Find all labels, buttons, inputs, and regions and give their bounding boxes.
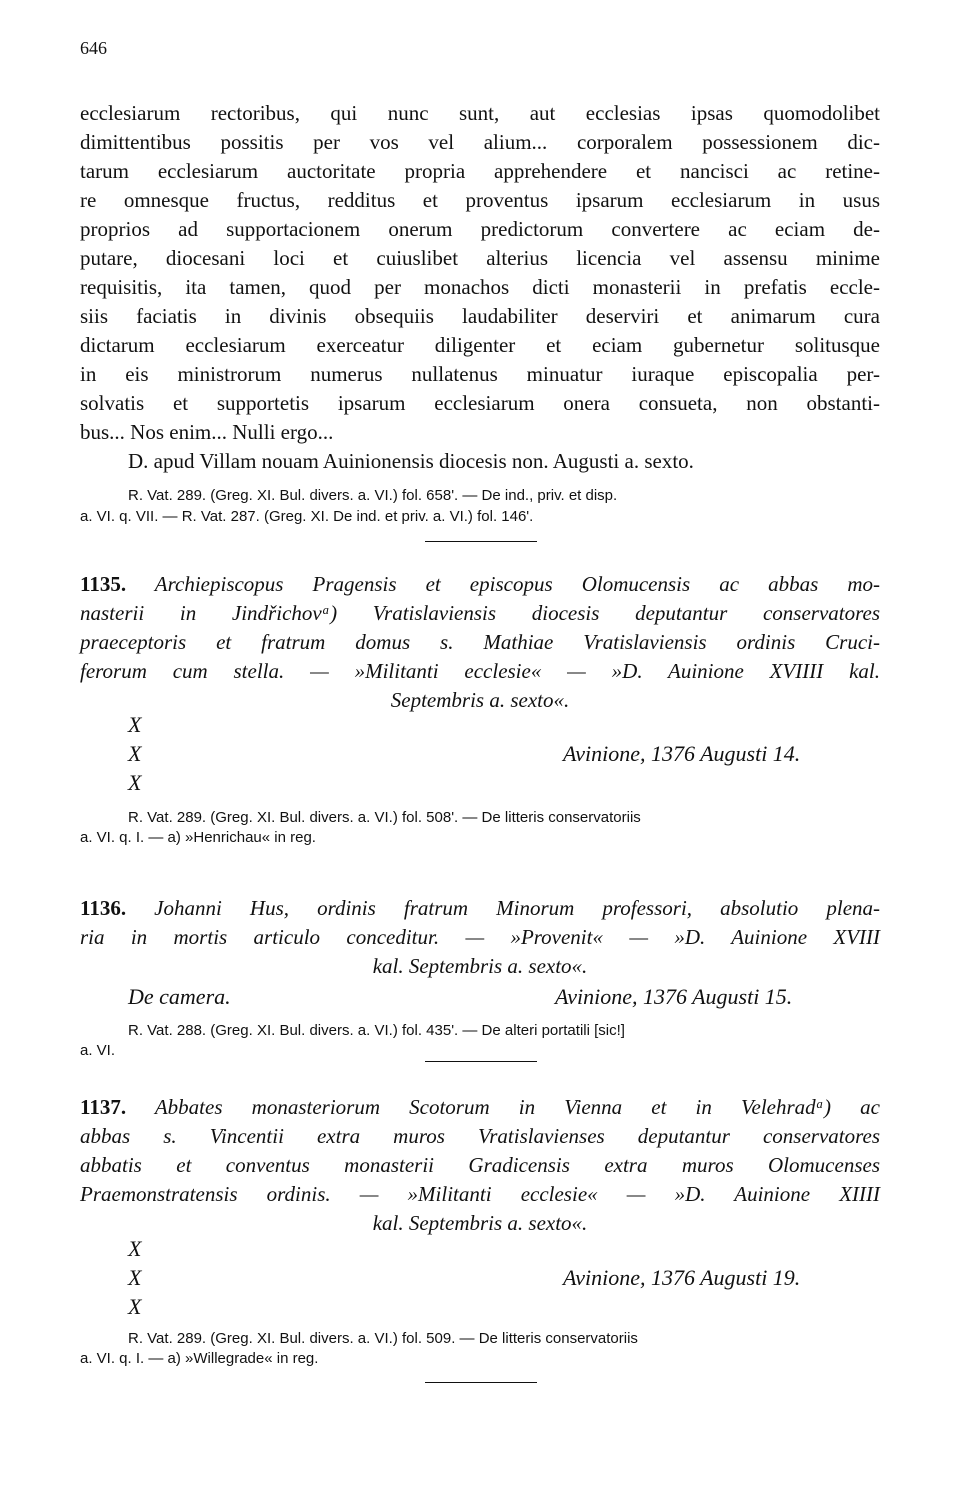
x-mark: X	[128, 770, 142, 795]
source-note: R. Vat. 289. (Greg. XI. Bul. divers. a. VI.) fol. 509. — De litteris conservatoriis	[128, 1330, 638, 1347]
text-line: siis faciatis in divinis obsequiis laudabiliter deserviri et animarum cura	[80, 304, 880, 328]
entry-text: Abbates monasteriorum Scotorum in Vienna et in Velehradᵃ) ac	[154, 1095, 880, 1119]
dating-line: D. apud Villam nouam Auinionensis diocesis non. Augusti a. sexto.	[128, 449, 694, 473]
entry-center-line: kal. Septembris a. sexto«.	[372, 954, 588, 978]
x-mark: X	[128, 1294, 142, 1319]
entry-text: Archiepiscopus Pragensis et episcopus Olomucensis ac abbas mo-	[154, 572, 881, 596]
page-number: 646	[80, 38, 107, 58]
entry-number: 1136.	[80, 896, 127, 920]
entry-line: Praemonstratensis ordinis. — »Militanti ecclesie« — »D. Auinione XIIII	[80, 1182, 880, 1206]
text-line: proprios ad supportacionem onerum predictorum convertere ac eciam de-	[80, 217, 880, 241]
source-note: R. Vat. 289. (Greg. XI. Bul. divers. a. VI.) fol. 658'. — De ind., priv. et disp.	[128, 487, 618, 504]
source-note: R. Vat. 288. (Greg. XI. Bul. divers. a. VI.) fol. 435'. — De alteri portatili [sic!]	[128, 1022, 625, 1039]
source-note: a. VI. q. VII. — R. Vat. 287. (Greg. XI. De ind. et priv. a. VI.) fol. 146'.	[80, 508, 534, 525]
text-line: putare, diocesani loci et cuiuslibet alterius licencia vel assensu minime	[80, 246, 880, 270]
text-line: bus... Nos enim... Nulli ergo...	[80, 420, 334, 444]
entry-line	[80, 894, 880, 922]
x-mark: X	[128, 741, 142, 766]
text-line: ecclesiarum rectoribus, qui nunc sunt, aut ecclesias ipsas quomodolibet	[80, 101, 880, 125]
separator-rule	[425, 1382, 537, 1383]
separator-rule	[425, 1061, 537, 1062]
x-mark: X	[128, 1236, 142, 1261]
entry-center-line: kal. Septembris a. sexto«.	[372, 1211, 588, 1235]
entry-line: ria in mortis articulo conceditur. — »Provenit« — »D. Auinione XVIII	[80, 925, 880, 949]
entry-center-line: Septembris a. sexto«.	[390, 688, 570, 712]
place-date: Avinione, 1376 Augusti 14.	[563, 741, 801, 766]
entry-number: 1137.	[80, 1095, 127, 1119]
separator-rule	[425, 541, 537, 542]
source-note: a. VI.	[80, 1042, 116, 1059]
x-mark: X	[128, 1265, 142, 1290]
camera-note: De camera.	[128, 984, 231, 1009]
entry-line	[80, 570, 880, 598]
source-note: R. Vat. 289. (Greg. XI. Bul. divers. a. VI.) fol. 508'. — De litteris conservatoriis	[128, 809, 641, 826]
place-date: Avinione, 1376 Augusti 19.	[563, 1265, 801, 1290]
text-line: re omnesque fructus, redditus et proventus ipsarum ecclesiarum in usus	[80, 188, 880, 212]
entry-line: ferorum cum stella. — »Militanti ecclesie« — »D. Auinione XVIIII kal.	[80, 659, 880, 683]
text-line: tarum ecclesiarum auctoritate propria apprehendere et nancisci ac retine-	[80, 159, 880, 183]
entry-line: praeceptoris et fratrum domus s. Mathiae Vratislaviensis ordinis Cruci-	[80, 630, 880, 654]
text-line: dictarum ecclesiarum exerceatur diligenter et eciam gubernetur solitusque	[80, 333, 880, 357]
text-line: requisitis, ita tamen, quod per monachos dicti monasterii in prefatis eccle-	[80, 275, 880, 299]
source-note: a. VI. q. I. — a) »Willegrade« in reg.	[80, 1350, 319, 1367]
entry-number: 1135.	[80, 572, 127, 596]
text-line: solvatis et supportetis ipsarum ecclesiarum onera consueta, non obstanti-	[80, 391, 880, 415]
entry-line: nasterii in Jindřichovᵃ) Vratislaviensis diocesis deputantur conservatores	[80, 601, 880, 625]
entry-text: Johanni Hus, ordinis fratrum Minorum professori, absolutio plena-	[154, 896, 881, 920]
entry-line: abbatis et conventus monasterii Gradicensis extra muros Olomucenses	[80, 1153, 880, 1177]
x-mark: X	[128, 712, 142, 737]
entry-line: abbas s. Vincentii extra muros Vratislavienses deputantur conservatores	[80, 1124, 880, 1148]
text-line: in eis ministrorum numerus nullatenus minuatur iuraque episcopalia per-	[80, 362, 880, 386]
source-note: a. VI. q. I. — a) »Henrichau« in reg.	[80, 829, 316, 846]
entry-line	[80, 1093, 880, 1121]
place-date: Avinione, 1376 Augusti 15.	[555, 984, 793, 1009]
text-line: dimittentibus possitis per vos vel alium... corporalem possessionem dic-	[80, 130, 880, 154]
